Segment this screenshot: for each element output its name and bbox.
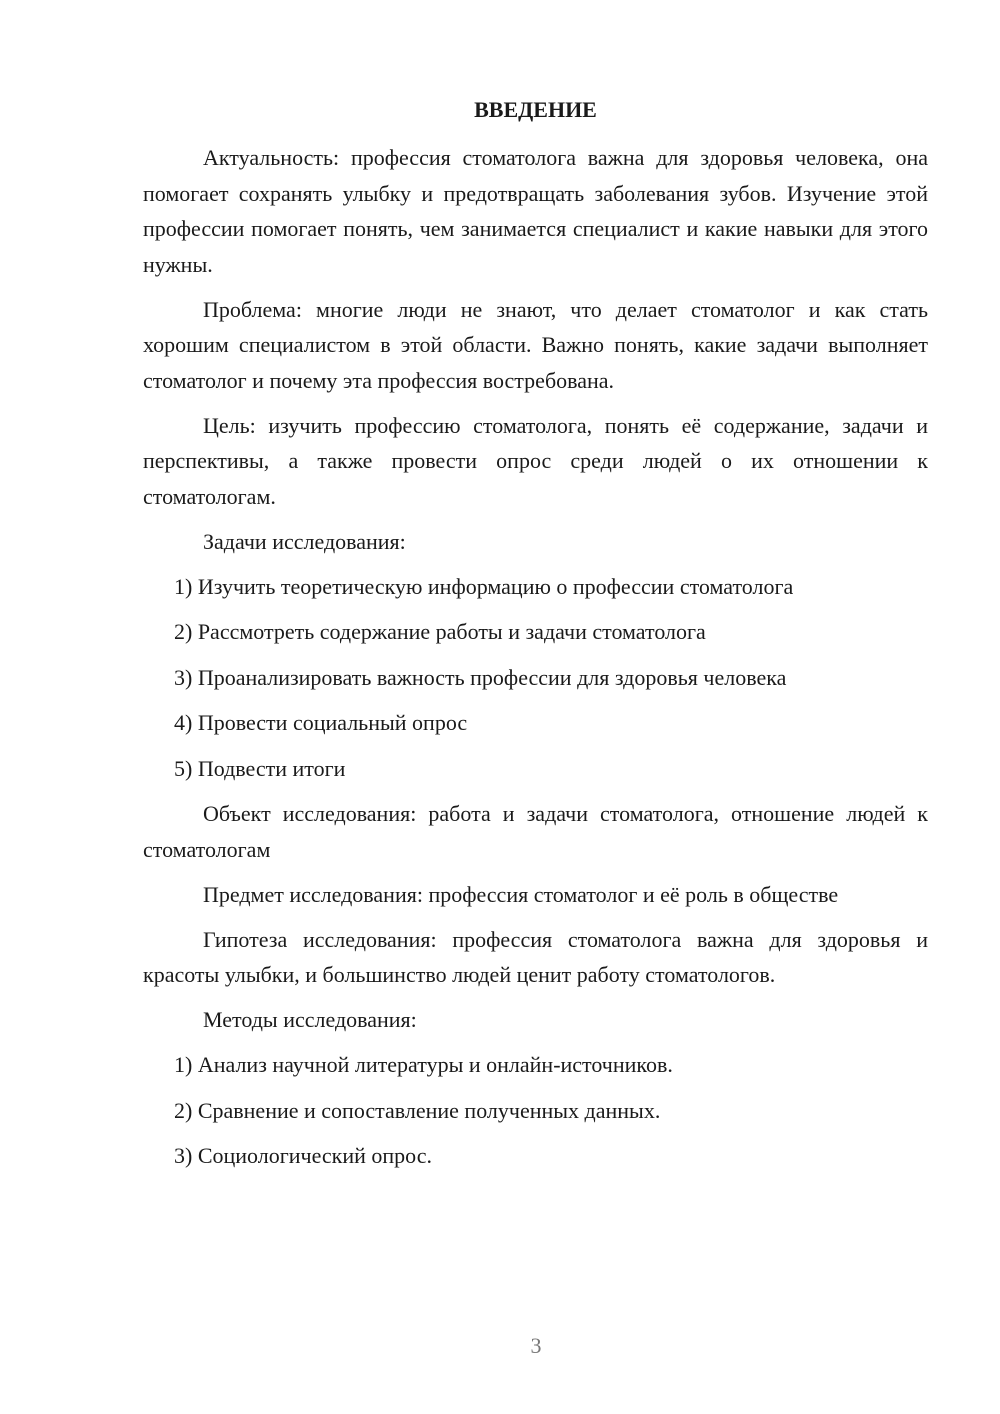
task-item: 5) Подвести итоги xyxy=(174,755,346,781)
method-item: 2) Сравнение и сопоставление полученных данных. xyxy=(174,1097,661,1123)
task-item: 1) Изучить теоретическую информацию о профессии стоматолога xyxy=(174,573,794,599)
paragraph-object: Объект исследования: работа и задачи стоматолога, отношение людей к стоматологам xyxy=(143,801,928,862)
method-item: 1) Анализ научной литературы и онлайн-источников. xyxy=(174,1052,673,1077)
method-item: 3) Социологический опрос. xyxy=(174,1143,432,1168)
tasks-heading: Задачи исследования: xyxy=(203,528,406,554)
page-number: 3 xyxy=(530,1333,542,1358)
paragraph-problem: Проблема: многие люди не знают, что делает стоматолог и как стать хорошим специалистом в этой области. Важно понять, какие задачи выполняет стоматолог и почему эта профессия востребована. xyxy=(143,296,928,393)
paragraph-relevance: Актуальность: профессия стоматолога важна для здоровья человека, она помогает сохранять улыбку и предотвращать заболевания зубов. Изучение этой профессии помогает понять, чем занимается специалист и какие навыки для этого нужны. xyxy=(143,145,928,277)
task-item: 4) Провести социальный опрос xyxy=(174,710,468,735)
document-page xyxy=(143,94,928,1184)
paragraph-subject: Предмет исследования: профессия стоматолог и её роль в обществе xyxy=(203,881,839,907)
task-item: 2) Рассмотреть содержание работы и задачи стоматолога xyxy=(174,619,706,644)
paragraph-goal: Цель: изучить профессию стоматолога, понять её содержание, задачи и перспективы, а также провести опрос среди людей о их отношении к стоматологам. xyxy=(143,412,928,509)
section-title: ВВЕДЕНИЕ xyxy=(474,97,597,122)
task-item: 3) Проанализировать важность профессии для здоровья человека xyxy=(174,664,787,690)
paragraph-hypothesis: Гипотеза исследования: профессия стоматолога важна для здоровья и красоты улыбки, и большинство людей ценит работу стоматологов. xyxy=(143,926,928,987)
methods-heading: Методы исследования: xyxy=(203,1007,417,1032)
